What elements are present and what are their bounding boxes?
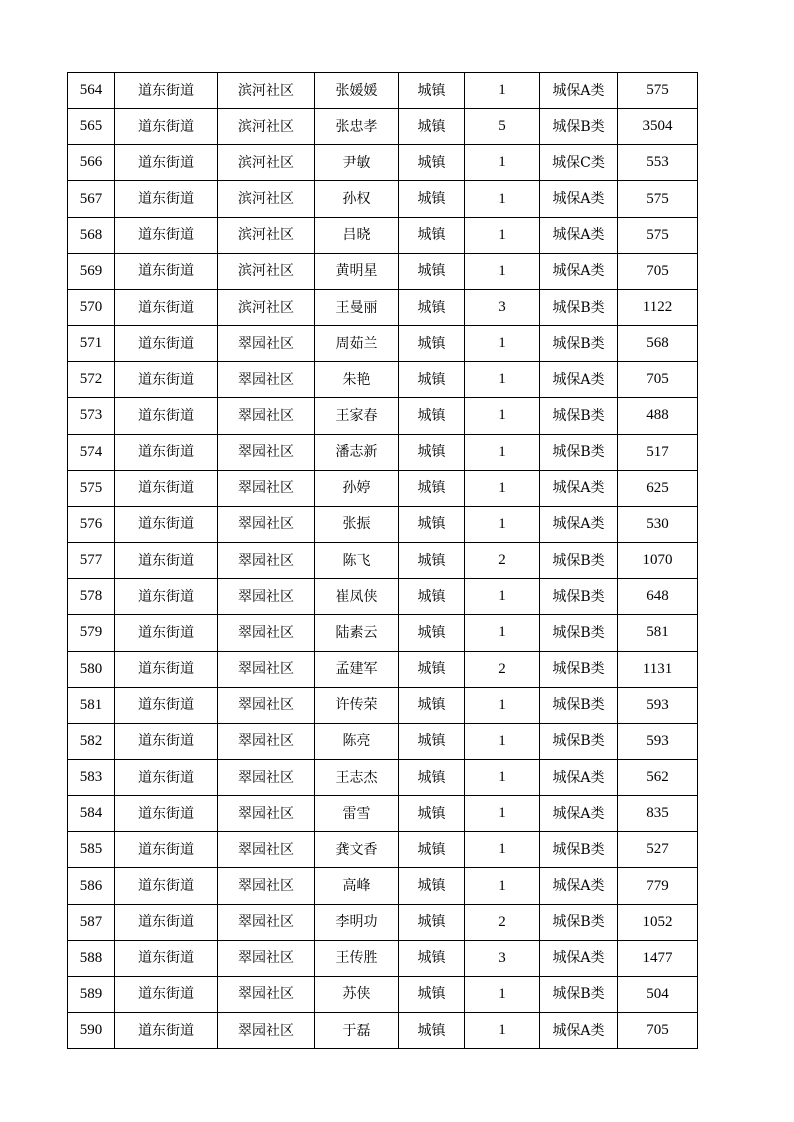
cell-category: 城保A类 bbox=[540, 253, 618, 289]
table-row bbox=[68, 181, 698, 217]
cell-amount: 705 bbox=[618, 253, 698, 289]
cell-street: 道东街道 bbox=[115, 326, 218, 362]
cell-name: 龚文香 bbox=[315, 832, 399, 868]
cell-serial-number: 589 bbox=[68, 976, 115, 1012]
cell-household-type: 城镇 bbox=[399, 253, 465, 289]
cell-serial-number: 578 bbox=[68, 579, 115, 615]
cell-category: 城保B类 bbox=[540, 976, 618, 1012]
cell-amount: 527 bbox=[618, 832, 698, 868]
cell-category: 城保B类 bbox=[540, 687, 618, 723]
cell-street: 道东街道 bbox=[115, 687, 218, 723]
cell-household-type: 城镇 bbox=[399, 543, 465, 579]
cell-street: 道东街道 bbox=[115, 253, 218, 289]
cell-serial-number: 573 bbox=[68, 398, 115, 434]
cell-community: 翠园社区 bbox=[218, 543, 315, 579]
cell-community: 翠园社区 bbox=[218, 796, 315, 832]
cell-serial-number: 588 bbox=[68, 940, 115, 976]
cell-serial-number: 586 bbox=[68, 868, 115, 904]
cell-street: 道东街道 bbox=[115, 362, 218, 398]
cell-amount: 553 bbox=[618, 145, 698, 181]
cell-household-count: 5 bbox=[465, 109, 540, 145]
cell-amount: 593 bbox=[618, 723, 698, 759]
cell-household-type: 城镇 bbox=[399, 73, 465, 109]
cell-street: 道东街道 bbox=[115, 73, 218, 109]
cell-category: 城保B类 bbox=[540, 832, 618, 868]
cell-amount: 593 bbox=[618, 687, 698, 723]
table-row bbox=[68, 145, 698, 181]
table-row bbox=[68, 362, 698, 398]
cell-name: 许传荣 bbox=[315, 687, 399, 723]
table-row bbox=[68, 940, 698, 976]
cell-household-type: 城镇 bbox=[399, 181, 465, 217]
cell-category: 城保C类 bbox=[540, 145, 618, 181]
cell-serial-number: 574 bbox=[68, 434, 115, 470]
cell-household-count: 1 bbox=[465, 868, 540, 904]
cell-name: 孙婷 bbox=[315, 470, 399, 506]
cell-household-count: 1 bbox=[465, 579, 540, 615]
table-row bbox=[68, 687, 698, 723]
cell-serial-number: 585 bbox=[68, 832, 115, 868]
cell-name: 王曼丽 bbox=[315, 289, 399, 325]
cell-community: 翠园社区 bbox=[218, 615, 315, 651]
cell-community: 滨河社区 bbox=[218, 181, 315, 217]
table-row bbox=[68, 759, 698, 795]
cell-household-type: 城镇 bbox=[399, 217, 465, 253]
cell-category: 城保B类 bbox=[540, 579, 618, 615]
cell-name: 张振 bbox=[315, 506, 399, 542]
cell-street: 道东街道 bbox=[115, 940, 218, 976]
cell-household-count: 1 bbox=[465, 73, 540, 109]
cell-name: 陈亮 bbox=[315, 723, 399, 759]
cell-household-type: 城镇 bbox=[399, 723, 465, 759]
cell-amount: 1052 bbox=[618, 904, 698, 940]
cell-household-count: 3 bbox=[465, 940, 540, 976]
cell-household-type: 城镇 bbox=[399, 470, 465, 506]
cell-serial-number: 575 bbox=[68, 470, 115, 506]
cell-name: 李明功 bbox=[315, 904, 399, 940]
cell-household-type: 城镇 bbox=[399, 434, 465, 470]
cell-category: 城保B类 bbox=[540, 904, 618, 940]
cell-community: 滨河社区 bbox=[218, 145, 315, 181]
cell-community: 翠园社区 bbox=[218, 976, 315, 1012]
cell-serial-number: 566 bbox=[68, 145, 115, 181]
cell-serial-number: 570 bbox=[68, 289, 115, 325]
cell-community: 翠园社区 bbox=[218, 687, 315, 723]
cell-category: 城保B类 bbox=[540, 651, 618, 687]
cell-serial-number: 565 bbox=[68, 109, 115, 145]
table-row bbox=[68, 73, 698, 109]
cell-amount: 575 bbox=[618, 73, 698, 109]
cell-category: 城保A类 bbox=[540, 759, 618, 795]
cell-community: 翠园社区 bbox=[218, 579, 315, 615]
cell-community: 翠园社区 bbox=[218, 868, 315, 904]
cell-amount: 530 bbox=[618, 506, 698, 542]
cell-name: 王传胜 bbox=[315, 940, 399, 976]
cell-community: 翠园社区 bbox=[218, 651, 315, 687]
cell-category: 城保B类 bbox=[540, 398, 618, 434]
cell-street: 道东街道 bbox=[115, 723, 218, 759]
cell-amount: 1477 bbox=[618, 940, 698, 976]
cell-category: 城保A类 bbox=[540, 181, 618, 217]
cell-household-type: 城镇 bbox=[399, 940, 465, 976]
cell-household-count: 1 bbox=[465, 145, 540, 181]
cell-street: 道东街道 bbox=[115, 976, 218, 1012]
table-row bbox=[68, 904, 698, 940]
cell-community: 翠园社区 bbox=[218, 506, 315, 542]
cell-household-count: 1 bbox=[465, 506, 540, 542]
cell-amount: 562 bbox=[618, 759, 698, 795]
cell-name: 黄明星 bbox=[315, 253, 399, 289]
cell-name: 张忠孝 bbox=[315, 109, 399, 145]
cell-amount: 705 bbox=[618, 1013, 698, 1049]
cell-category: 城保B类 bbox=[540, 109, 618, 145]
cell-category: 城保B类 bbox=[540, 615, 618, 651]
cell-household-count: 1 bbox=[465, 687, 540, 723]
cell-household-type: 城镇 bbox=[399, 398, 465, 434]
cell-street: 道东街道 bbox=[115, 543, 218, 579]
table-row bbox=[68, 976, 698, 1012]
cell-household-count: 1 bbox=[465, 976, 540, 1012]
cell-serial-number: 576 bbox=[68, 506, 115, 542]
cell-community: 滨河社区 bbox=[218, 73, 315, 109]
records-table bbox=[67, 72, 698, 1049]
cell-household-type: 城镇 bbox=[399, 579, 465, 615]
cell-household-count: 1 bbox=[465, 362, 540, 398]
table-row bbox=[68, 796, 698, 832]
cell-street: 道东街道 bbox=[115, 434, 218, 470]
cell-household-count: 1 bbox=[465, 434, 540, 470]
cell-household-type: 城镇 bbox=[399, 651, 465, 687]
cell-street: 道东街道 bbox=[115, 759, 218, 795]
table-row bbox=[68, 723, 698, 759]
cell-category: 城保B类 bbox=[540, 434, 618, 470]
cell-category: 城保B类 bbox=[540, 543, 618, 579]
cell-category: 城保A类 bbox=[540, 1013, 618, 1049]
cell-street: 道东街道 bbox=[115, 1013, 218, 1049]
cell-household-type: 城镇 bbox=[399, 362, 465, 398]
table-row bbox=[68, 470, 698, 506]
cell-serial-number: 582 bbox=[68, 723, 115, 759]
cell-street: 道东街道 bbox=[115, 579, 218, 615]
cell-household-count: 1 bbox=[465, 759, 540, 795]
cell-serial-number: 571 bbox=[68, 326, 115, 362]
cell-community: 翠园社区 bbox=[218, 326, 315, 362]
table-row bbox=[68, 615, 698, 651]
cell-serial-number: 569 bbox=[68, 253, 115, 289]
table-row bbox=[68, 398, 698, 434]
cell-household-type: 城镇 bbox=[399, 145, 465, 181]
cell-household-type: 城镇 bbox=[399, 506, 465, 542]
cell-household-count: 1 bbox=[465, 723, 540, 759]
cell-street: 道东街道 bbox=[115, 506, 218, 542]
cell-community: 翠园社区 bbox=[218, 723, 315, 759]
cell-amount: 1122 bbox=[618, 289, 698, 325]
cell-amount: 1070 bbox=[618, 543, 698, 579]
cell-category: 城保A类 bbox=[540, 470, 618, 506]
cell-street: 道东街道 bbox=[115, 615, 218, 651]
cell-category: 城保A类 bbox=[540, 217, 618, 253]
table-row bbox=[68, 253, 698, 289]
cell-name: 王志杰 bbox=[315, 759, 399, 795]
cell-serial-number: 583 bbox=[68, 759, 115, 795]
cell-community: 翠园社区 bbox=[218, 759, 315, 795]
cell-household-count: 1 bbox=[465, 326, 540, 362]
cell-household-count: 2 bbox=[465, 904, 540, 940]
table-row bbox=[68, 1013, 698, 1049]
cell-amount: 648 bbox=[618, 579, 698, 615]
table-row bbox=[68, 579, 698, 615]
cell-household-type: 城镇 bbox=[399, 868, 465, 904]
cell-household-count: 1 bbox=[465, 615, 540, 651]
cell-community: 翠园社区 bbox=[218, 470, 315, 506]
cell-name: 孙权 bbox=[315, 181, 399, 217]
cell-household-type: 城镇 bbox=[399, 976, 465, 1012]
cell-household-type: 城镇 bbox=[399, 1013, 465, 1049]
cell-community: 翠园社区 bbox=[218, 940, 315, 976]
cell-name: 崔凤侠 bbox=[315, 579, 399, 615]
cell-name: 陈飞 bbox=[315, 543, 399, 579]
cell-household-count: 1 bbox=[465, 217, 540, 253]
cell-community: 滨河社区 bbox=[218, 217, 315, 253]
table-row bbox=[68, 868, 698, 904]
cell-name: 高峰 bbox=[315, 868, 399, 904]
cell-community: 翠园社区 bbox=[218, 398, 315, 434]
table-row bbox=[68, 109, 698, 145]
cell-category: 城保B类 bbox=[540, 326, 618, 362]
cell-amount: 3504 bbox=[618, 109, 698, 145]
cell-name: 陆素云 bbox=[315, 615, 399, 651]
cell-serial-number: 590 bbox=[68, 1013, 115, 1049]
cell-amount: 705 bbox=[618, 362, 698, 398]
cell-community: 滨河社区 bbox=[218, 109, 315, 145]
cell-category: 城保A类 bbox=[540, 940, 618, 976]
cell-serial-number: 564 bbox=[68, 73, 115, 109]
cell-category: 城保A类 bbox=[540, 362, 618, 398]
cell-household-count: 2 bbox=[465, 651, 540, 687]
cell-name: 朱艳 bbox=[315, 362, 399, 398]
cell-amount: 779 bbox=[618, 868, 698, 904]
cell-street: 道东街道 bbox=[115, 289, 218, 325]
cell-household-type: 城镇 bbox=[399, 615, 465, 651]
cell-name: 雷雪 bbox=[315, 796, 399, 832]
cell-name: 于磊 bbox=[315, 1013, 399, 1049]
cell-household-type: 城镇 bbox=[399, 687, 465, 723]
cell-street: 道东街道 bbox=[115, 470, 218, 506]
cell-street: 道东街道 bbox=[115, 217, 218, 253]
cell-amount: 488 bbox=[618, 398, 698, 434]
cell-community: 翠园社区 bbox=[218, 832, 315, 868]
table-row bbox=[68, 434, 698, 470]
table-row bbox=[68, 506, 698, 542]
table-row bbox=[68, 217, 698, 253]
records-body bbox=[68, 73, 698, 1049]
cell-household-count: 1 bbox=[465, 832, 540, 868]
cell-street: 道东街道 bbox=[115, 651, 218, 687]
cell-name: 吕晓 bbox=[315, 217, 399, 253]
cell-street: 道东街道 bbox=[115, 904, 218, 940]
cell-household-count: 2 bbox=[465, 543, 540, 579]
cell-category: 城保B类 bbox=[540, 289, 618, 325]
cell-household-count: 1 bbox=[465, 398, 540, 434]
cell-serial-number: 568 bbox=[68, 217, 115, 253]
table-row bbox=[68, 543, 698, 579]
cell-serial-number: 577 bbox=[68, 543, 115, 579]
cell-serial-number: 579 bbox=[68, 615, 115, 651]
cell-household-type: 城镇 bbox=[399, 832, 465, 868]
cell-amount: 575 bbox=[618, 217, 698, 253]
cell-household-type: 城镇 bbox=[399, 326, 465, 362]
cell-street: 道东街道 bbox=[115, 832, 218, 868]
cell-serial-number: 587 bbox=[68, 904, 115, 940]
cell-street: 道东街道 bbox=[115, 181, 218, 217]
cell-name: 潘志新 bbox=[315, 434, 399, 470]
cell-community: 翠园社区 bbox=[218, 362, 315, 398]
table-row bbox=[68, 289, 698, 325]
cell-household-type: 城镇 bbox=[399, 109, 465, 145]
cell-street: 道东街道 bbox=[115, 145, 218, 181]
table-row bbox=[68, 832, 698, 868]
cell-amount: 504 bbox=[618, 976, 698, 1012]
cell-street: 道东街道 bbox=[115, 398, 218, 434]
cell-street: 道东街道 bbox=[115, 109, 218, 145]
cell-community: 翠园社区 bbox=[218, 1013, 315, 1049]
cell-serial-number: 584 bbox=[68, 796, 115, 832]
cell-community: 滨河社区 bbox=[218, 253, 315, 289]
cell-household-count: 1 bbox=[465, 796, 540, 832]
cell-community: 滨河社区 bbox=[218, 289, 315, 325]
cell-street: 道东街道 bbox=[115, 796, 218, 832]
cell-name: 孟建军 bbox=[315, 651, 399, 687]
cell-amount: 1131 bbox=[618, 651, 698, 687]
cell-household-count: 3 bbox=[465, 289, 540, 325]
cell-name: 王家春 bbox=[315, 398, 399, 434]
cell-community: 翠园社区 bbox=[218, 434, 315, 470]
cell-amount: 575 bbox=[618, 181, 698, 217]
cell-household-count: 1 bbox=[465, 470, 540, 506]
cell-serial-number: 567 bbox=[68, 181, 115, 217]
cell-amount: 517 bbox=[618, 434, 698, 470]
cell-household-count: 1 bbox=[465, 1013, 540, 1049]
cell-category: 城保A类 bbox=[540, 506, 618, 542]
cell-household-type: 城镇 bbox=[399, 759, 465, 795]
cell-amount: 568 bbox=[618, 326, 698, 362]
cell-household-type: 城镇 bbox=[399, 904, 465, 940]
table-row bbox=[68, 651, 698, 687]
cell-serial-number: 572 bbox=[68, 362, 115, 398]
cell-household-count: 1 bbox=[465, 253, 540, 289]
cell-serial-number: 581 bbox=[68, 687, 115, 723]
cell-name: 周茹兰 bbox=[315, 326, 399, 362]
cell-category: 城保B类 bbox=[540, 723, 618, 759]
cell-category: 城保A类 bbox=[540, 868, 618, 904]
cell-name: 苏侠 bbox=[315, 976, 399, 1012]
cell-name: 张媛媛 bbox=[315, 73, 399, 109]
cell-amount: 625 bbox=[618, 470, 698, 506]
cell-household-type: 城镇 bbox=[399, 289, 465, 325]
table-row bbox=[68, 326, 698, 362]
cell-household-count: 1 bbox=[465, 181, 540, 217]
cell-street: 道东街道 bbox=[115, 868, 218, 904]
cell-household-type: 城镇 bbox=[399, 796, 465, 832]
cell-community: 翠园社区 bbox=[218, 904, 315, 940]
cell-category: 城保A类 bbox=[540, 796, 618, 832]
cell-category: 城保A类 bbox=[540, 73, 618, 109]
cell-serial-number: 580 bbox=[68, 651, 115, 687]
cell-amount: 581 bbox=[618, 615, 698, 651]
cell-name: 尹敏 bbox=[315, 145, 399, 181]
cell-amount: 835 bbox=[618, 796, 698, 832]
